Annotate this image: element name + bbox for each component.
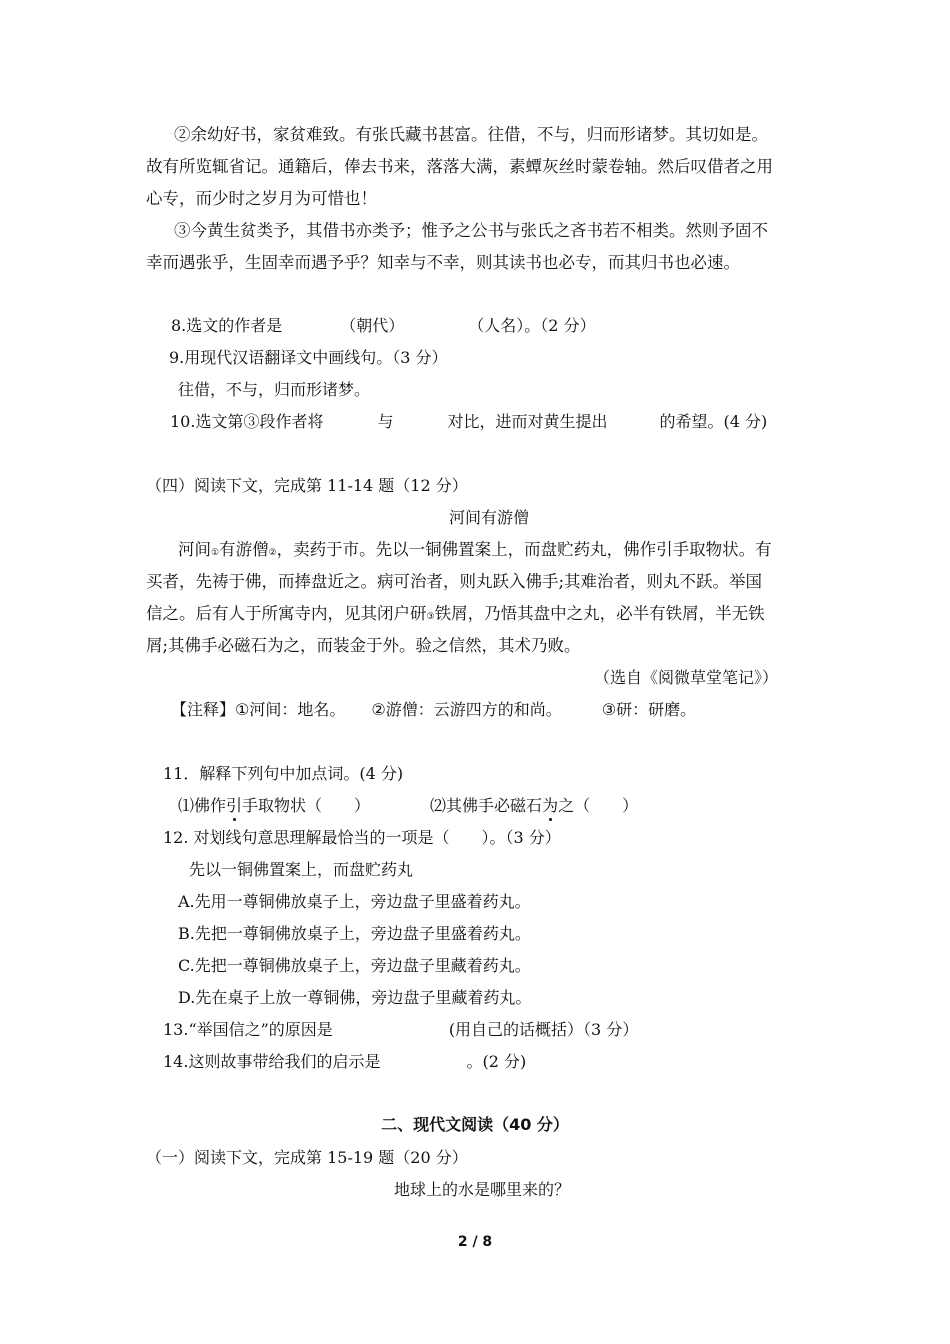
part-2-subheading: （一）阅读下文，完成第 15-19 题（20 分）: [146, 1148, 468, 1167]
passage-line: 故有所览辄省记。通籍后，俸去书来，落落大满，素蟫灰丝时蒙卷轴。然后叹借者之用: [146, 157, 773, 176]
text-fragment: 铁屑，乃悟其盘中之丸，必半有铁屑，半无铁: [434, 604, 765, 623]
text-fragment: ⑴佛作: [178, 796, 227, 815]
question-10: [170, 411, 767, 433]
q11-items: [178, 795, 638, 817]
source-citation: （选自《阅微草堂笔记》）: [594, 668, 779, 687]
text-fragment: 河间: [178, 540, 211, 559]
q10-part-d: 的希望。(4 分): [659, 412, 768, 431]
passage-line: [178, 539, 772, 564]
text-fragment: 。(2 分): [466, 1052, 527, 1071]
text-fragment: 信之。后有人于所寓寺内，见其闭户研: [146, 604, 427, 623]
question-14: [163, 1051, 526, 1073]
note-3: ③研：研磨。: [601, 700, 697, 719]
q12-option-c: C.先把一尊铜佛放桌子上，旁边盘子里藏着药丸。: [178, 956, 531, 975]
note-marker: ③: [426, 612, 435, 622]
text-fragment: ⑵其佛手必磁石: [430, 796, 543, 815]
q12-option-b: B.先把一尊铜佛放桌子上，旁边盘子里盛着药丸。: [178, 924, 531, 943]
q12-option-a: A.先用一尊铜佛放桌子上，旁边盘子里盛着药丸。: [178, 892, 531, 911]
passage-line: 幸而遇张乎，生固幸而遇予乎？知幸与不幸，则其读书也必专，而其归书也必速。: [146, 253, 740, 272]
notes: [171, 699, 696, 721]
dotted-word: 为: [542, 796, 559, 815]
question-12: 12. 对划线句意思理解最恰当的一项是（ ）。（3 分）: [163, 828, 561, 847]
question-9: 9.用现代汉语翻译文中画线句。（3 分）: [169, 348, 448, 367]
text-fragment: 14.这则故事带给我们的启示是: [163, 1052, 381, 1071]
passage-line: 心专，而少时之岁月为可惜也！: [146, 189, 377, 208]
passage-line: 屑;其佛手必磁石为之，而装金于外。验之信然，其术乃败。: [146, 636, 581, 655]
note-2: ②游僧：云游四方的和尚。: [371, 700, 562, 719]
section-4-heading: （四）阅读下文，完成第 11-14 题（12 分）: [146, 476, 468, 495]
q10-part-b: 与: [377, 412, 394, 431]
passage-line: [146, 603, 765, 628]
question-8: [171, 315, 596, 337]
q12-sentence: 先以一铜佛置案上，而盘贮药丸: [189, 860, 414, 879]
passage-line: ③今黄生贫类予，其借书亦类予；惟予之公书与张氏之吝书若不相类。然则予固不: [174, 221, 768, 240]
q8-dynasty-label: （朝代）: [340, 316, 405, 335]
note-1: ①河间：地名。: [235, 700, 346, 719]
part-2-heading: 二、现代文阅读（40 分）: [381, 1115, 569, 1134]
text-fragment: (用自己的话概括）（3 分）: [448, 1020, 639, 1039]
q8-prefix: 8.选文的作者是: [171, 316, 283, 335]
q8-name-label: （人名）。（2 分）: [468, 316, 596, 335]
note-marker: ②: [268, 548, 277, 558]
text-fragment: 之（ ）: [558, 796, 639, 815]
q10-part-a: 10.选文第③段作者将: [170, 412, 324, 431]
note-marker: ①: [211, 548, 220, 558]
q12-option-d: D.先在桌子上放一尊铜佛，旁边盘子里藏着药丸。: [178, 988, 532, 1007]
dotted-word: 引: [226, 796, 243, 815]
question-11: 11．解释下列句中加点词。(4 分): [163, 764, 404, 783]
section-4-title: 河间有游僧: [449, 508, 530, 527]
text-fragment: 有游僧: [219, 540, 269, 559]
passage-line: 买者，先祷于佛，而捧盘近之。病可治者，则丸跃入佛手;其难治者，则丸不跃。举国: [146, 572, 763, 591]
passage-line: ②余幼好书，家贫难致。有张氏藏书甚富。往借，不与，归而形诸梦。其切如是。: [174, 125, 768, 144]
page-number: 2 / 8: [457, 1234, 493, 1250]
part-2-article-title: 地球上的水是哪里来的？: [394, 1180, 571, 1199]
text-fragment: 手取物状（ ）: [242, 796, 371, 815]
notes-label: 【注释】: [171, 700, 236, 719]
q9-sentence: 往借，不与，归而形诸梦。: [178, 380, 371, 399]
text-fragment: 13.“举国信之”的原因是: [163, 1020, 333, 1039]
text-fragment: ，卖药于市。先以一铜佛置案上，而盘贮药丸，佛作引手取物状。有: [276, 540, 772, 559]
question-13: [163, 1019, 638, 1041]
q10-part-c: 对比，进而对黄生提出: [447, 412, 608, 431]
